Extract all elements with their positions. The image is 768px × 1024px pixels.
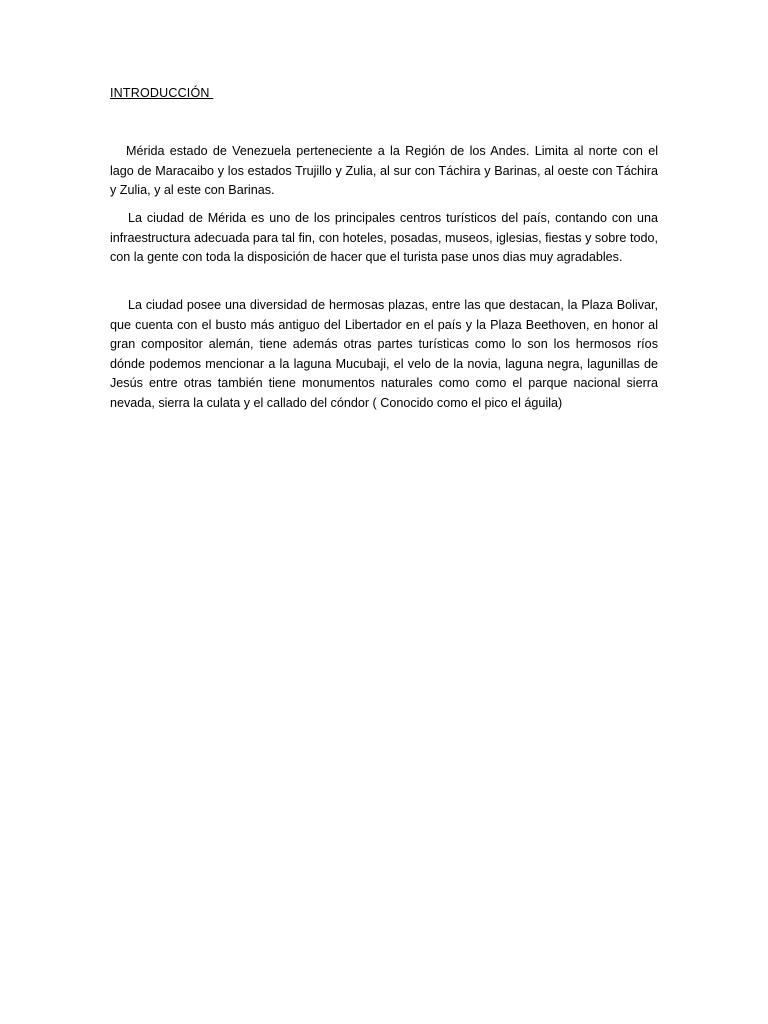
document-heading: INTRODUCCIÓN xyxy=(110,86,214,100)
paragraph-3: La ciudad posee una diversidad de hermosas plazas, entre las que destacan, la Plaza Bolivar, que cuenta con el busto más antiguo del Libertador en el país y la Plaza Beethoven, en honor al gran compositor alemán, tiene además otras partes turísticas como lo son los hermosos ríos dónde podemos mencionar a la laguna Mucubaji, el velo de la novia, laguna negra, lagunillas de Jesús entre otras también tiene monumentos naturales como como el parque nacional sierra nevada, sierra la culata y el callado del cóndor ( Conocido como el pico el águila) xyxy=(110,298,658,410)
paragraph-2: La ciudad de Mérida es uno de los principales centros turísticos del país, contando con una infraestructura adecuada para tal fin, con hoteles, posadas, museos, iglesias, fiestas y sobre todo, con la gente con toda la disposición de hacer que el turista pase unos dias muy agradables. xyxy=(110,211,658,264)
paragraph-1: Mérida estado de Venezuela perteneciente a la Región de los Andes. Limita al norte con el lago de Maracaibo y los estados Trujillo y Zulia, al sur con Táchira y Barinas, al oeste con Táchira y Zulia, y al este con Barinas. xyxy=(110,144,658,197)
